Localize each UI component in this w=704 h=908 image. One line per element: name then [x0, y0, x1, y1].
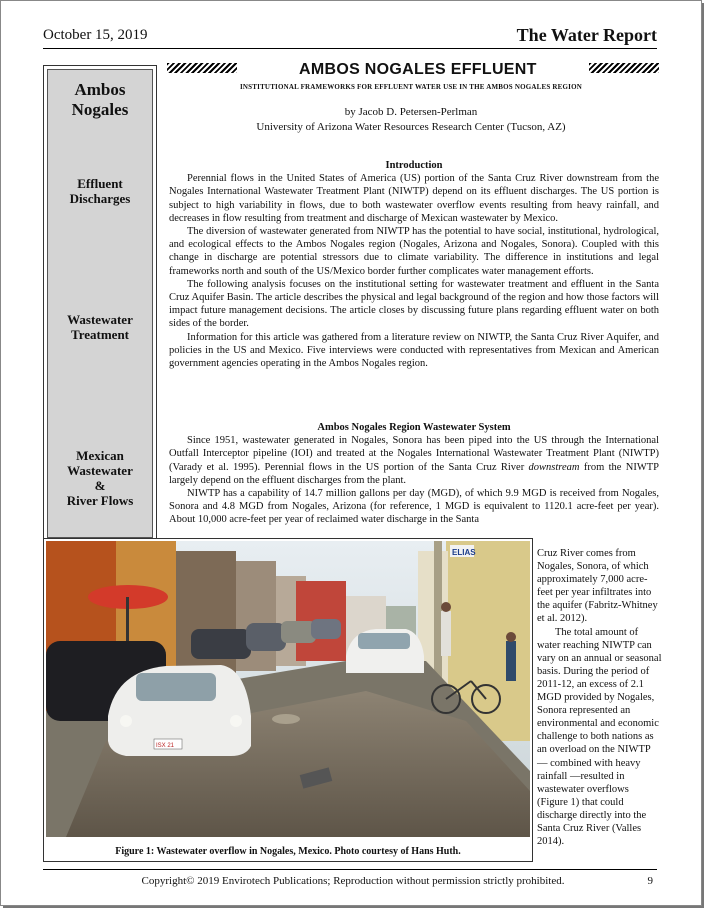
body-paragraph: The diversion of wastewater generated from NIWTP has the potential to have social, institutional, hydrological, and ecological effects to the Ambos Nogales region (Nogales, Arizona and Nogales, Sonora). Coupled with this change in discharge are potential stressors due to climate variability. The difference in institutions and legal frameworks north and south of the US/Mexico border further complicates water management efforts.: [169, 226, 659, 277]
affiliation: University of Arizona Water Resources Research Center (Tucson, AZ): [256, 121, 566, 133]
emphasis-text: downstream: [528, 461, 580, 473]
sidebar-topic-line: Wastewater: [67, 312, 133, 327]
body-paragraph: Information for this article was gathered from a literature review on NIWTP, the Santa Cruz River Aquifer, and policies in the US and Mexico. Five interviews were conducted with representatives from Mexican and American government agencies operating in the Ambos Nogales region.: [169, 331, 659, 370]
sidebar-topic-line: Treatment: [71, 327, 129, 342]
body-paragraph: Cruz River comes from Nogales, Sonora, of which approximately 7,000 acre-feet per year infiltrates into the aquifer (Fabritz-Whitney et al. 2012).: [537, 548, 658, 625]
sidebar-topic-line: Discharges: [69, 191, 131, 206]
body-paragraph: [169, 434, 659, 487]
intro-heading: Introduction: [385, 160, 443, 171]
sidebar: [43, 65, 157, 542]
body-paragraph: The total amount of water reaching NIWTP can vary on an annual or seasonal basis. During the period of 2011-12, an excess of 2.1 MGD provided by Nogales, Sonora represented an environmental and economic challenge to both nations as an overload on the NIWTP — combined with heavy rainfall —resulted in wastewater overflows (Figure 1) that could discharge directly into the Santa Cruz River (Valles 2014).: [537, 626, 662, 848]
sidebar-heading-line: Nogales: [71, 100, 129, 119]
author: by Jacob D. Petersen-Perlman: [344, 106, 478, 118]
intro-section: [169, 159, 659, 370]
footer-copyright: Copyright© 2019 Envirotech Publications; Reproduction without permission strictly prohibited.: [141, 875, 565, 887]
byline: [165, 105, 657, 135]
sidebar-topic-mexican: [44, 448, 156, 508]
text-run: Since 1951, wastewater generated in Nogales, Sonora has been piped into the US through the International Outfall Interceptor pipeline (IOI) and treated at the Nogales International Wastewater Treatment Plant (NIWTP) (Varady et al. 1995). Perennial flows in the US portion of the Santa Cruz River: [169, 435, 659, 473]
sidebar-topic-line: &: [94, 478, 106, 493]
header-date: October 15, 2019: [43, 27, 148, 43]
body-paragraph: NIWTP has a capability of 14.7 million gallons per day (MGD), of which 9.9 MGD is received from Nogales, Sonora and 4.8 MGD from Nogales, Arizona (for reference, 1 MGD is equivalent to 1120.1 acre-feet per year). About 10,000 acre-feet per year of reclaimed water discharge in the Santa: [169, 488, 659, 526]
body-paragraph: The following analysis focuses on the institutional setting for wastewater treatment and effluent in the Santa Cruz Aquifer Basin. The article describes the physical and legal background of the region and how those factors will impact future management decisions. The article closes by discussing future plans regarding effluent water on both sides of the border.: [169, 278, 659, 330]
page-number: 9: [647, 875, 653, 887]
sidebar-topic-line: Effluent: [77, 176, 123, 191]
header-publication: The Water Report: [516, 25, 657, 45]
text-run: from the NIWTP largely depend on the effluent discharges from the plant.: [169, 461, 659, 486]
figure-1: [43, 538, 533, 862]
wrap-column: [537, 547, 662, 848]
sidebar-topic-line: Wastewater: [67, 463, 133, 478]
system-section: [169, 421, 659, 527]
license-plate: ISX 21: [156, 743, 175, 749]
shop-sign: ELIAS: [452, 548, 476, 557]
sidebar-topic-line: Mexican: [76, 448, 124, 463]
sidebar-topic-treatment: [44, 312, 156, 342]
article-subtitle: INSTITUTIONAL FRAMEWORKS FOR EFFLUENT WATER USE IN THE AMBOS NOGALES REGION: [240, 83, 582, 91]
system-heading: Ambos Nogales Region Wastewater System: [317, 422, 511, 433]
footer-rule: [43, 869, 657, 870]
street-flood-photo: [46, 541, 530, 837]
body-paragraph: Perennial flows in the United States of America (US) portion of the Santa Cruz River downstream from the Nogales International Wastewater Treatment Plant (NIWTP) depend on its effluent discharges. The US portion is subject to high variability in flows, due to both wastewater overflow events resulting from heavy rainfall, and decreases in flow resulting from treatment and discharge of Mexican wastewater by Mexico.: [169, 173, 659, 224]
header-rule: [43, 48, 657, 49]
sidebar-heading-line: Ambos: [74, 80, 126, 99]
title-ornament-left: [167, 63, 237, 73]
figure-caption: Figure 1: Wastewater overflow in Nogales, Mexico. Photo courtesy of Hans Huth.: [115, 846, 461, 857]
sidebar-topic-effluent: [44, 176, 156, 206]
article-title: AMBOS NOGALES EFFLUENT: [299, 61, 537, 78]
sidebar-heading: [44, 80, 156, 120]
sidebar-topic-line: River Flows: [66, 493, 134, 508]
photo-illustration: [46, 541, 530, 837]
